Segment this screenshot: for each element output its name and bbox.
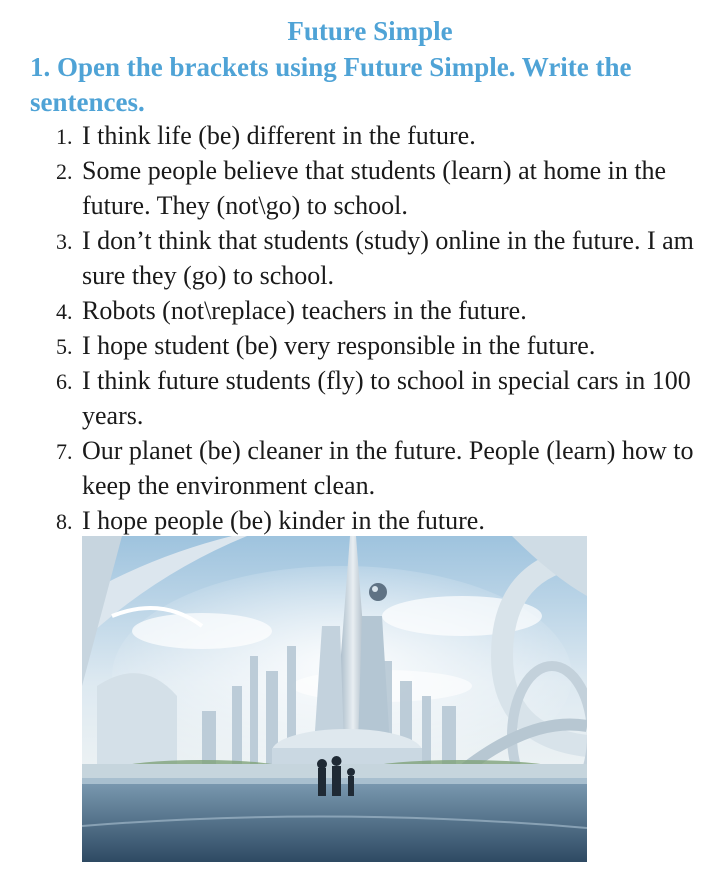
sentence-number: 1. bbox=[56, 124, 73, 149]
sentence-number: 6. bbox=[56, 369, 73, 394]
sentence-number: 7. bbox=[56, 439, 73, 464]
sentence-number: 5. bbox=[56, 334, 73, 359]
sentence-list bbox=[0, 118, 722, 538]
sentence-text: Robots (not\replace) teachers in the future. bbox=[82, 296, 527, 325]
sentence-number: 2. bbox=[56, 159, 73, 184]
sentence-item-8 bbox=[0, 503, 722, 538]
sentence-item-1 bbox=[0, 118, 722, 153]
sentence-text: Our planet (be) cleaner in the future. People (learn) how to keep the environment clean. bbox=[82, 436, 694, 500]
sentence-number: 3. bbox=[56, 229, 73, 254]
sentence-text: I hope student (be) very responsible in the future. bbox=[82, 331, 596, 360]
sentence-item-7 bbox=[0, 433, 722, 503]
sentence-text: I hope people (be) kinder in the future. bbox=[82, 506, 485, 535]
worksheet-title: Future Simple bbox=[287, 16, 453, 46]
sentence-item-2 bbox=[0, 153, 722, 223]
sentence-number: 8. bbox=[56, 509, 73, 534]
futuristic-city-illustration bbox=[82, 536, 587, 862]
sentence-item-6 bbox=[0, 363, 722, 433]
sentence-item-4 bbox=[0, 293, 722, 328]
sentence-item-3 bbox=[0, 223, 722, 293]
sentence-text: I don’t think that students (study) online in the future. I am sure they (go) to school. bbox=[82, 226, 694, 290]
sentence-number: 4. bbox=[56, 299, 73, 324]
sentence-item-5 bbox=[0, 328, 722, 363]
sentence-text: Some people believe that students (learn) at home in the future. They (not\go) to school. bbox=[82, 156, 667, 220]
sentence-text: I think future students (fly) to school in special cars in 100 years. bbox=[82, 366, 691, 430]
sentence-text: I think life (be) different in the future. bbox=[82, 121, 476, 150]
task-instruction: 1. Open the brackets using Future Simple. Write the sentences. bbox=[30, 52, 632, 117]
